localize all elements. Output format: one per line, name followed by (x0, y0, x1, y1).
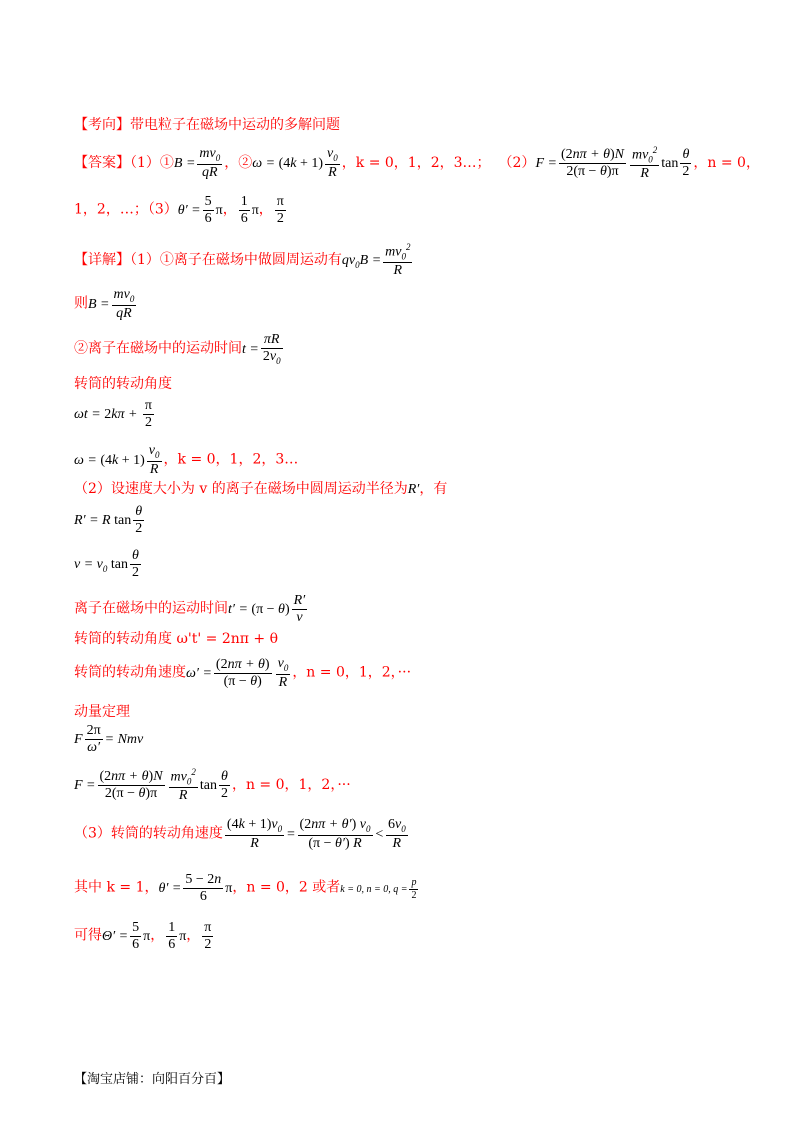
detail-l6-tail: ，k = 0，1，2，3… (163, 451, 299, 468)
detail-line-8 (74, 505, 146, 536)
formula-b-2: B = $\frac{mv_0}{qR}$ (88, 287, 135, 321)
detail-line-12 (74, 657, 411, 690)
formula-handwritten-condition: k = 0, n = 0, q = $\frac{p}{2}$ (340, 876, 417, 901)
formula-lorentz: $qv_0B$ = $\frac{mv_0^2}{R}$ (341, 242, 411, 279)
answer-part1: （1）① (130, 154, 174, 171)
detail-l1: （1）①离子在磁场中做圆周运动有 (130, 251, 342, 268)
detail-line-6 (74, 444, 298, 477)
formula-r-prime: R′ (407, 482, 420, 497)
formula-result-half: $\frac{\pi}{2}$ (204, 920, 212, 952)
formula-t-prime: t′ = (π − θ) $\frac{R'}{v}$ (228, 593, 306, 625)
detail-line-2 (74, 288, 138, 321)
formula-b: B = $\frac{mv_0}{qR}$ (173, 146, 221, 181)
detail-line-7 (74, 482, 447, 497)
formula-sixth-pi: $\frac{1}{6}$ π (240, 194, 259, 226)
detail-label: 【详解】 (74, 251, 130, 268)
detail-l17: 其中 k = 1， (74, 879, 159, 896)
formula-omega-compare: $\frac{(4k + 1)v_0}{R}$ = $\frac{(2n\pi + \theta') v_0}{(\pi - \theta') R}$ < $\frac{6v_0}{R}$ (226, 817, 406, 851)
separator: ， (150, 927, 165, 944)
detail-line-10 (74, 594, 309, 625)
detail-l3: ②离子在磁场中的运动时间 (74, 340, 242, 357)
formula-r-prime-tan: R′ = R tan $\frac{\theta}{2}$ (74, 504, 143, 536)
detail-l7-tail: ，有 (419, 481, 448, 497)
answer-line-2 (74, 195, 288, 226)
formula-theta-prime: θ′ = $\frac{5}{6}$ π (177, 194, 223, 226)
answer-line2-start: 1，2，…；（3） (74, 201, 178, 218)
detail-line-15 (74, 768, 351, 803)
detail-line-4: 转筒的转动角度 (74, 376, 172, 392)
detail-l12: 转筒的转动角速度 (74, 664, 186, 681)
detail-line-17 (74, 873, 420, 904)
detail-l18: 可得 (74, 927, 102, 944)
detail-line-9 (74, 549, 143, 580)
answer-label: 【答案】 (74, 154, 130, 171)
separator: ， (258, 201, 273, 218)
answer-n-values: ，n = 0， (693, 154, 760, 171)
formula-t: t = $\frac{\pi R}{2v_0}$ (242, 332, 281, 366)
detail-line-11: 转筒的转动角度 ω't' = 2nπ + θ (74, 631, 279, 647)
answer-k-values: ，k = 0，1，2，3…； (341, 154, 491, 171)
formula-half-pi: $\frac{\pi}{2}$ (276, 194, 284, 226)
detail-l7: （2）设速度大小为 v 的离子在磁场中圆周运动半径为 (74, 481, 408, 497)
formula-f: F = $\frac{(2n\pi + \theta)N}{2(\pi - \theta)\pi}$ $\frac{mv_0^2}{R}$ tan $\frac{\theta}{2}$ (535, 145, 690, 182)
answer-part1b: ，② (224, 154, 253, 171)
topic-heading: 【考向】带电粒子在磁场中运动的多解问题 (74, 117, 340, 133)
detail-l16: （3）转筒的转动角速度 (74, 825, 223, 842)
separator: ， (222, 201, 237, 218)
detail-line-16 (74, 818, 410, 851)
formula-theta-prime-2: θ′ = $\frac{5 - 2n}{6}$ π (158, 872, 233, 904)
detail-line-14 (74, 724, 143, 755)
detail-line-5 (74, 399, 156, 430)
formula-f-2: F = $\frac{(2n\pi + \theta)N}{2(\pi - \theta)\pi}$ $\frac{mv_0^2}{R}$ tan $\frac{\theta}{2}$ (74, 767, 228, 804)
formula-result-sixth: $\frac{1}{6}$ π (168, 920, 187, 952)
formula-omega: ω = (4k + 1) $\frac{v_0}{R}$ (252, 146, 338, 181)
answer-line-1 (74, 146, 760, 181)
formula-omega-prime: ω′ = $\frac{(2n\pi + \theta)}{(\pi - \theta)}$ $\frac{v_0}{R}$ (186, 656, 289, 690)
detail-line-18 (74, 921, 215, 952)
formula-v: $v = v_0$ tan $\frac{\theta}{2}$ (74, 548, 139, 580)
formula-impulse: F $\frac{2\pi}{\omega'}$ = Nmv (74, 723, 144, 755)
detail-line-13: 动量定理 (74, 704, 130, 720)
detail-l17-mid: ，n = 0，2 或者 (232, 879, 341, 896)
separator: ， (186, 927, 201, 944)
detail-line-3 (74, 333, 285, 366)
detail-l12-tail: ，n = 0，1，2，··· (292, 664, 412, 681)
detail-line-1 (74, 243, 414, 278)
detail-l15-tail: ，n = 0，1，2，··· (231, 776, 351, 793)
detail-l2: 则 (74, 295, 88, 312)
formula-omega-2: ω = (4k + 1) $\frac{v_0}{R}$ (74, 443, 160, 477)
formula-result-theta: Θ′ = $\frac{5}{6}$ π (102, 920, 151, 952)
formula-omega-t: ωt = 2kπ + $\frac{\pi}{2}$ (74, 398, 152, 430)
detail-l10: 离子在磁场中的运动时间 (74, 600, 228, 617)
footer-shop: 【淘宝店铺：向阳百分百】 (74, 1072, 231, 1087)
answer-part2: （2） (498, 154, 536, 171)
